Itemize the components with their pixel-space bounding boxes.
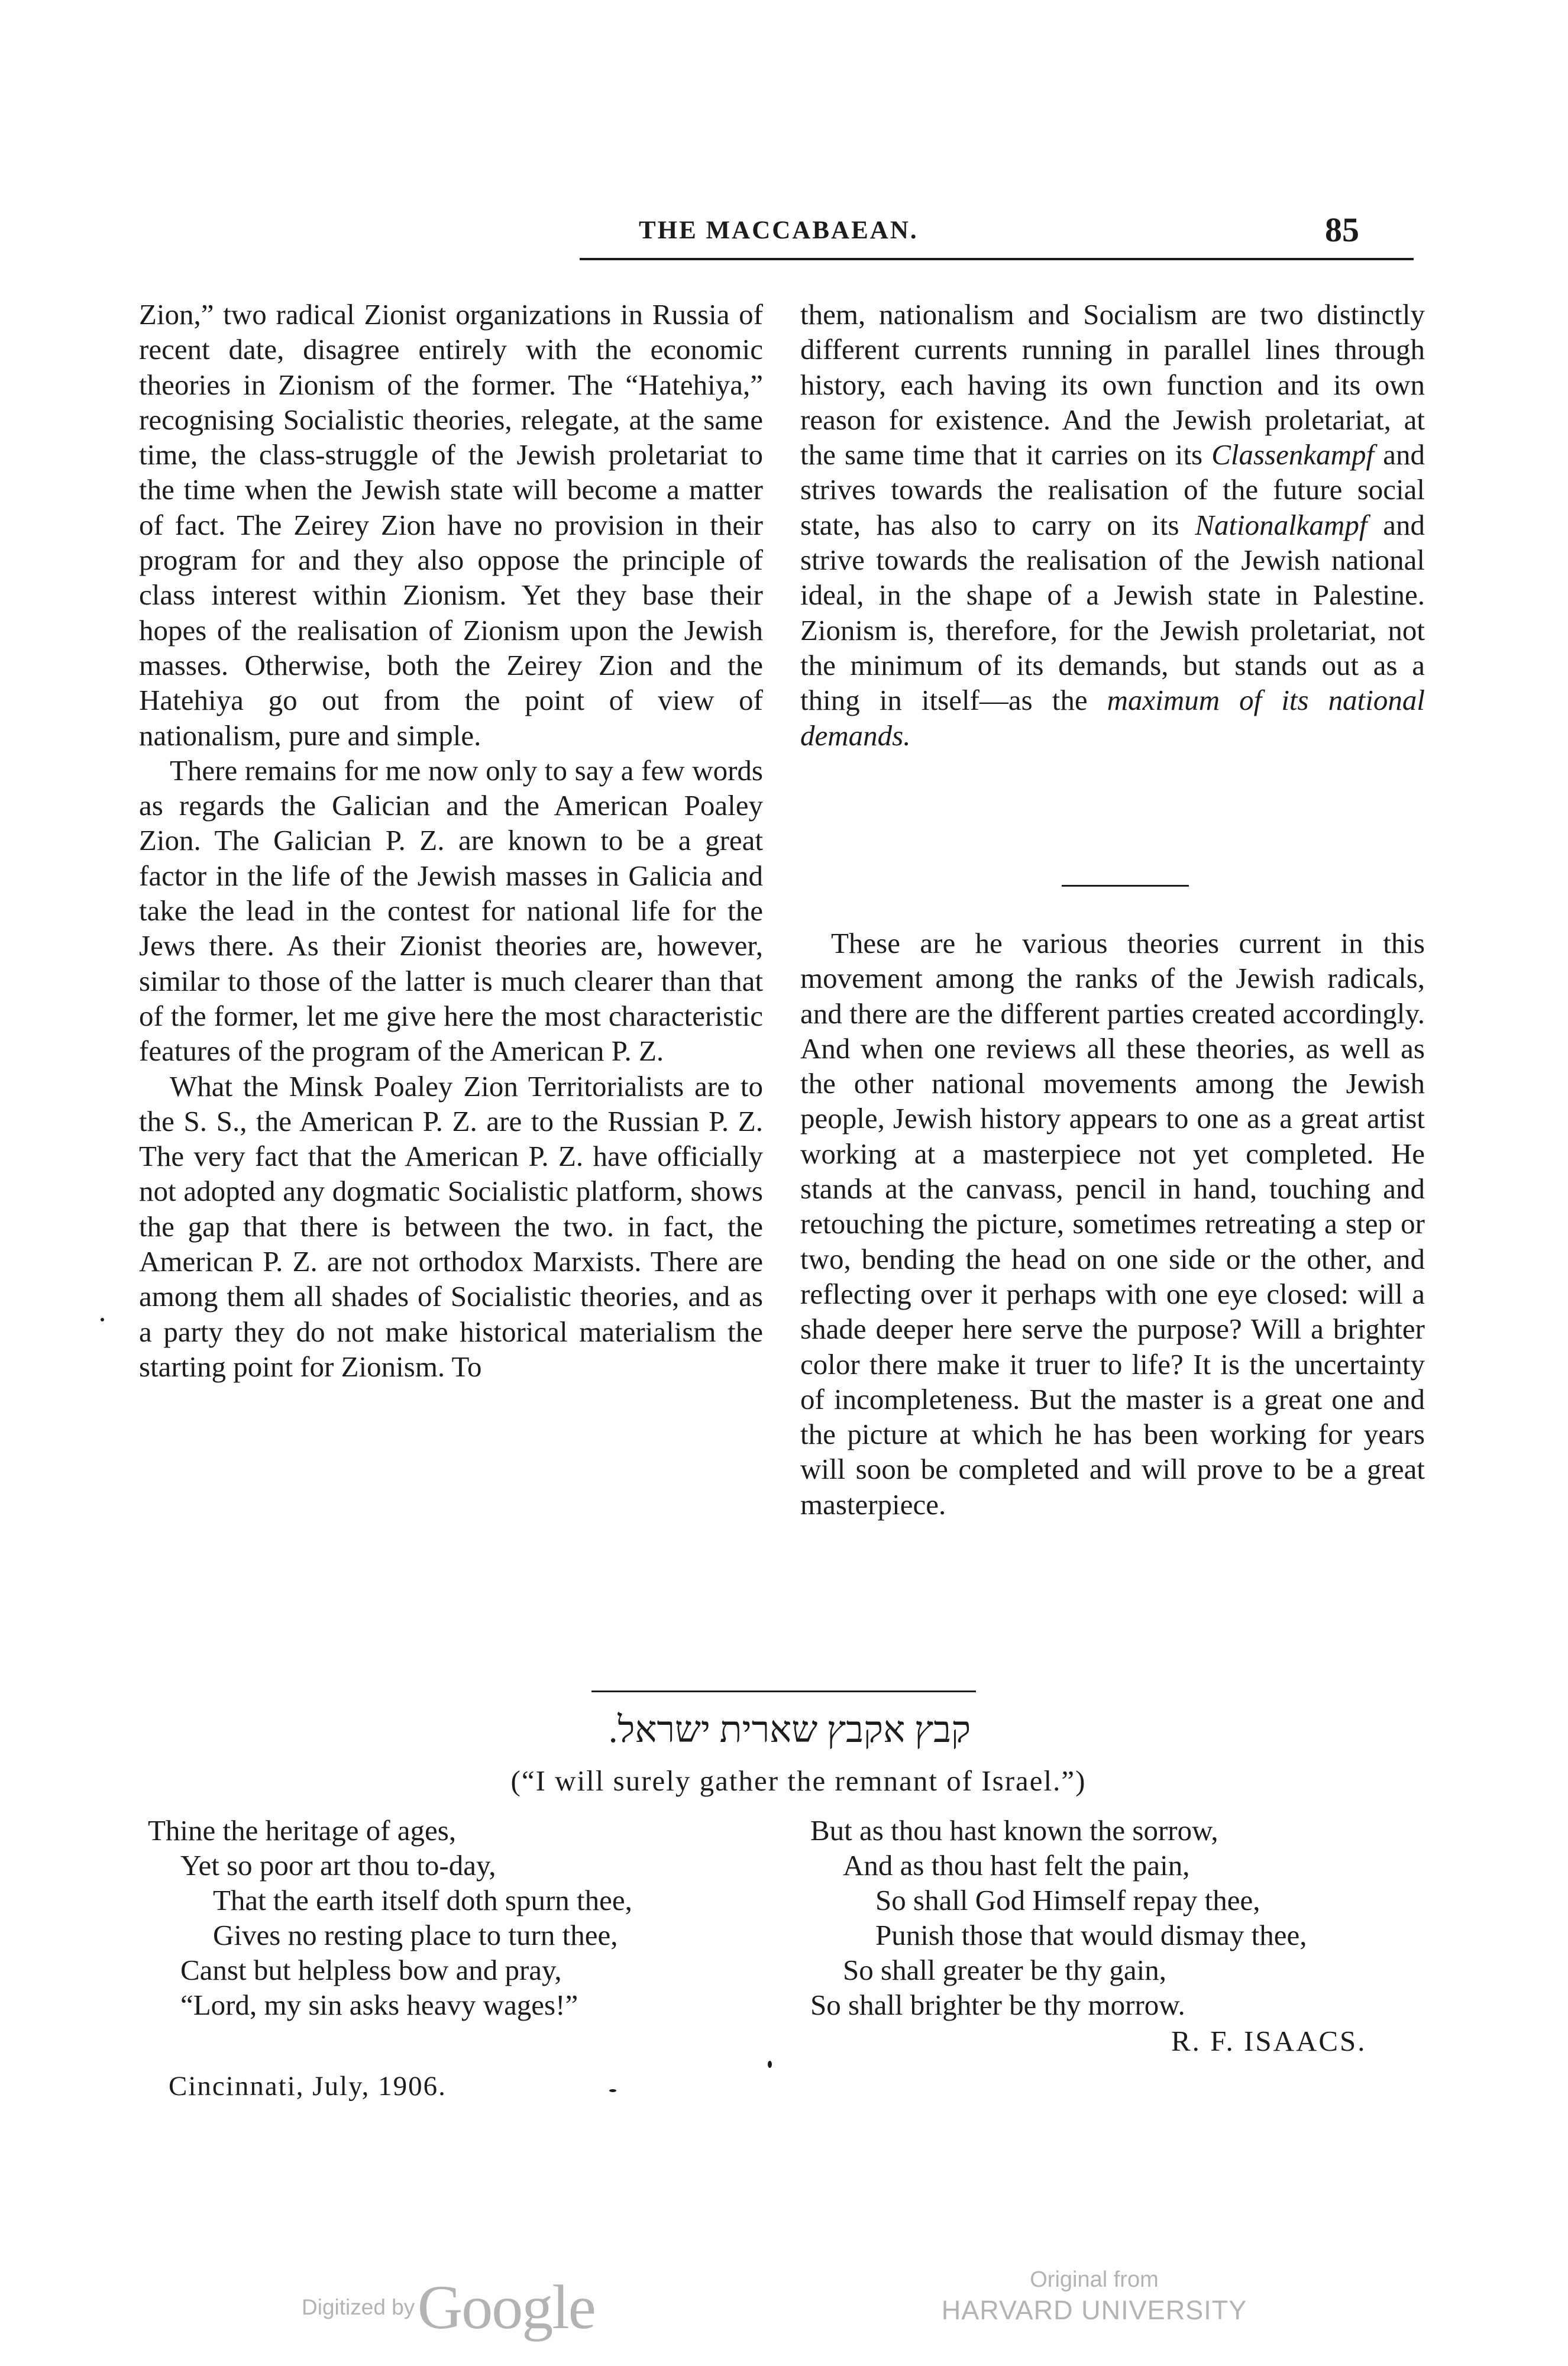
left-column [139, 297, 763, 1384]
poem-hebrew-title: קבץ אקבץ שארית ישראל. [608, 1710, 971, 1750]
page-number: 85 [1325, 211, 1359, 249]
poem-line: And as thou hast felt the pain, [843, 1849, 1190, 1882]
poem-stanza-1 [148, 1813, 632, 2022]
poem-translation: (“I will surely gather the remnant of Israel.”) [510, 1764, 1087, 1797]
poem-divider [591, 1691, 976, 1692]
right-column-bottom [800, 926, 1425, 1522]
poem-line: Canst but helpless bow and pray, [180, 1954, 562, 1986]
poem-line: So shall brighter be thy morrow. [810, 1989, 1185, 2021]
right-paragraph-1-part-2: and strives towards the realisation of the future social state, has also to carry on its [800, 438, 1425, 541]
left-paragraph-3: What the Minsk Poaley Zion Territorialists are to the S. S., the American P. Z. are to the Russian P. Z. The very fact that the American P. Z. have officially not adopted any dogmatic Socialistic platform, shows the gap that there is between the two. in fact, the American P. Z. are not orthodox Marxists. There are among them all shades of Socialistic theories, and as a party they do not make historical materialism the starting point for Zionism. To [139, 1069, 763, 1383]
poem-line: Yet so poor art thou to-day, [180, 1849, 496, 1882]
ink-speck [609, 2089, 616, 2092]
poem-dateline: Cincinnati, July, 1906. [169, 2071, 447, 2102]
digitized-by-watermark [302, 2271, 595, 2344]
poem-line: Gives no resting place to turn thee, [213, 1919, 618, 1951]
maximum-demands-phrase: maximum of its national demands. [800, 684, 1425, 752]
original-source-watermark [911, 2265, 1278, 2326]
right-paragraph-1-part-3: and strive towards the realisation of the Jewish national ideal, in the shape of a Jewish state in Palestine. Zionism is, therefore, for the Jewish proletariat, not the minimum of its demands, but stands out as a thing in itself—as the [800, 508, 1425, 717]
original-from-text: Original from [1030, 2267, 1159, 2292]
ink-speck [768, 2061, 772, 2068]
header-rule [580, 258, 1414, 260]
google-logo: Google [417, 2273, 595, 2342]
right-paragraph-2: These are he various theories current in this movement among the ranks of the Jewish radicals, and there are the different parties created accordingly. And when one reviews all these theories, as well as the other national movements among the Jewish people, Jewish history appears to one as a great artist working at a masterpiece not yet completed. He stands at the canvass, pencil in hand, touching and retouching the picture, sometimes retreating a step or two, bending the head on one side or the other, and reflecting over it perhaps with one eye closed: will a shade deeper here serve the purpose? Will a brighter color there make it truer to life? It is the uncertainty of incompleteness. But the master is a great one and the picture at which he has been working for years will soon be completed and will prove to be a great masterpiece. [800, 927, 1425, 1521]
left-paragraph-1: Zion,” two radical Zionist organizations in Russia of recent date, disagree entirely with the economic theories in Zionism of the former. The “Hatehiya,” recognising Socialistic theories, relegate, at the same time, the class-struggle of the Jewish proletariat to the time when the Jewish state will become a matter of fact. The Zeirey Zion have no provision in their program for and they also oppose the principle of class interest within Zionism. Yet they base their hopes of the realisation of Zionism upon the Jewish masses. Otherwise, both the Zeirey Zion and the Hatehiya go out from the point of view of nationalism, pure and simple. [139, 298, 763, 752]
digitized-by-text: Digitized by [302, 2295, 415, 2319]
poem-line: That the earth itself doth spurn thee, [213, 1884, 632, 1916]
poem-stanza-2 [810, 1813, 1307, 2022]
poem-line: “Lord, my sin asks heavy wages!” [180, 1989, 578, 2021]
poem-author: R. F. ISAACS. [1171, 2025, 1367, 2057]
poem-line: Thine the heritage of ages, [148, 1814, 457, 1847]
classenkampf-term: Classenkampf [1211, 438, 1375, 471]
right-paragraph-1 [800, 297, 1425, 753]
poem-line: Punish those that would dismay thee, [875, 1919, 1307, 1951]
nationalkampf-term: Nationalkampf [1195, 508, 1367, 541]
poem-line: But as thou hast known the sorrow, [810, 1814, 1218, 1847]
institution-name: HARVARD UNIVERSITY [941, 2295, 1247, 2325]
section-divider [1062, 885, 1189, 887]
right-column-top [800, 297, 1425, 753]
poem-line: So shall God Himself repay thee, [875, 1884, 1260, 1916]
right-paragraph-1-part-1: them, nationalism and Socialism are two distinctly different currents running in parallel lines through history, each having its own function and its own reason for existence. And the Jewish proletariat, at the same time that it carries on its [800, 298, 1425, 471]
poem-line: So shall greater be thy gain, [843, 1954, 1167, 1986]
running-title: THE MACCABAEAN. [639, 216, 919, 244]
ink-speck [101, 1318, 104, 1321]
left-paragraph-2: There remains for me now only to say a few words as regards the Galician and the American Poaley Zion. The Galician P. Z. are known to be a great factor in the life of the Jewish masses in Galicia and take the lead in the contest for national life for the Jews there. As their Zionist theories are, however, similar to those of the latter is much clearer than that of the former, let me give here the most characteristic features of the program of the American P. Z. [139, 754, 763, 1068]
